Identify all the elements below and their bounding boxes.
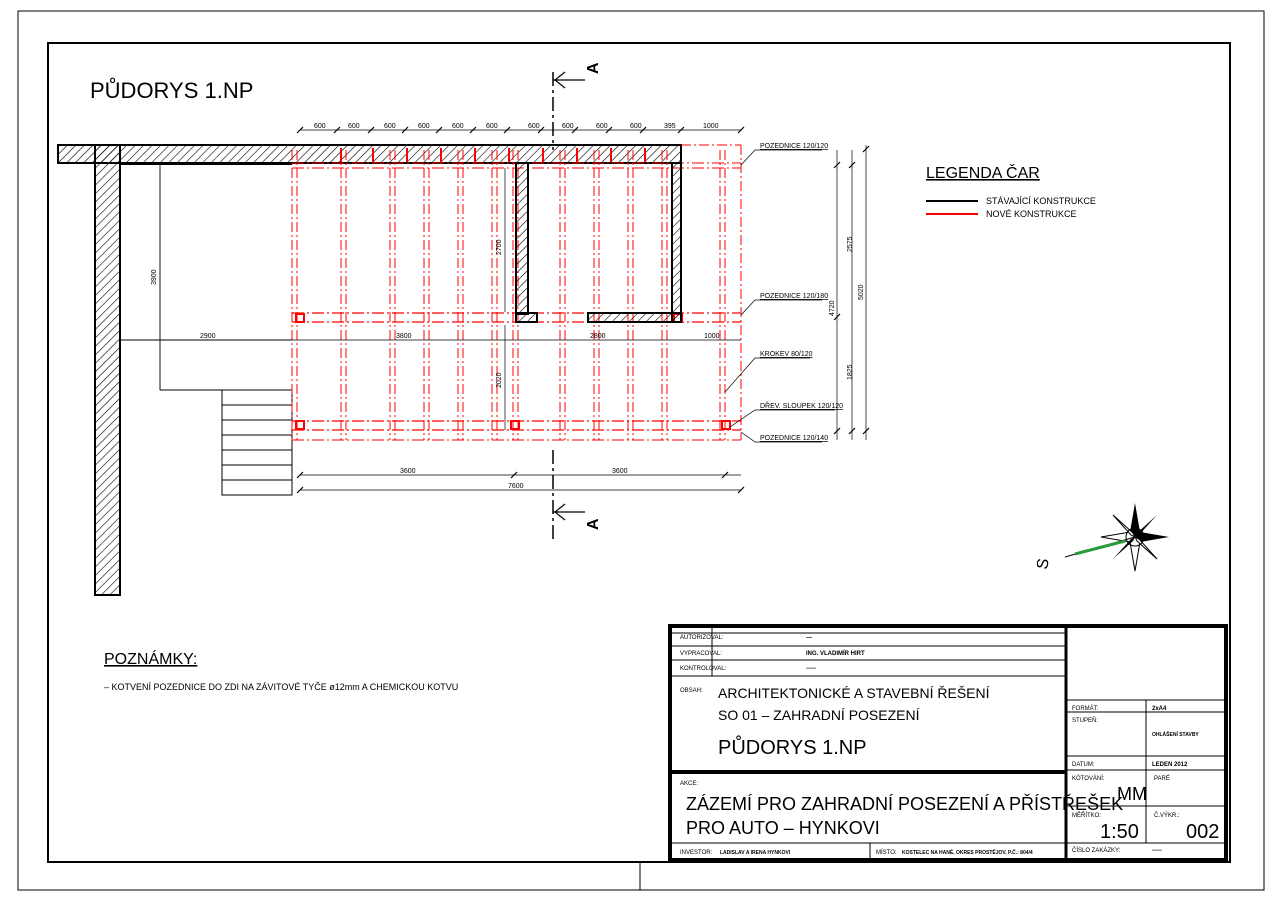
dim-3600-right: 3600 [612, 468, 628, 475]
existing-wall-left [95, 145, 120, 595]
stupen-value: OHLÁŠENÍ STAVBY [1152, 732, 1199, 738]
format-label: FORMÁT: [1072, 706, 1099, 712]
cislo-vykresu-value: 002 [1186, 821, 1220, 843]
dim-3600-left: 3600 [400, 468, 416, 475]
akce-label: AKCE: [680, 781, 699, 787]
inner-frame [48, 43, 1230, 862]
dim-top: 600 [630, 123, 642, 130]
dim-top: 1000 [703, 123, 719, 130]
dim-top: 395 [664, 123, 676, 130]
akce-line2: PRO AUTO – HYNKOVI [686, 818, 880, 838]
dim-2800: 2800 [590, 333, 606, 340]
dim-top: 600 [596, 123, 608, 130]
dim-3800: 3800 [396, 333, 412, 340]
outer-frame [18, 11, 1264, 890]
kontroloval-label: KONTROLOVAL: [680, 666, 727, 672]
vypracoval-value: ING. VLADIMÍR HIRT [806, 651, 865, 657]
label-pozednice-top: POZEDNICE 120/120 [760, 143, 829, 150]
meritko-value: 1:50 [1100, 821, 1139, 843]
dim-2575: 2575 [847, 236, 854, 252]
format-value: 2xA4 [1152, 706, 1167, 712]
stairs [222, 390, 292, 495]
label-pozednice-bottom: POZEDNICE 120/140 [760, 435, 829, 442]
datum-value: LEDEN 2012 [1152, 762, 1188, 768]
existing-wall-left-top [120, 163, 292, 165]
dim-2900: 2900 [200, 333, 216, 340]
investor-label: INVESTOR: [680, 850, 713, 856]
cislo-zakazky-label: ČÍSLO ZAKÁZKY: [1072, 848, 1121, 854]
dim-2020: 2020 [496, 372, 503, 388]
datum-label: DATUM: [1072, 762, 1095, 768]
section-marker-bottom: A [585, 518, 602, 530]
autorizoval-label: AUTORIZOVAL: [680, 635, 724, 641]
dim-top: 600 [348, 123, 360, 130]
top-dimension-labels [314, 123, 719, 130]
legend-new-label: NOVÉ KONSTRUKCE [986, 209, 1077, 219]
akce-line1: ZÁZEMÍ PRO ZAHRADNÍ POSEZENÍ A PŘÍSTŘEŠEK [686, 794, 1124, 814]
dim-2700: 2700 [496, 239, 503, 255]
dim-4720: 4720 [829, 300, 836, 316]
obsah-label: OBSAH: [680, 688, 703, 694]
north-arrow-icon [1065, 503, 1169, 571]
obsah-line1: ARCHITEKTONICKÉ A STAVEBNÍ ŘEŠENÍ [718, 685, 990, 701]
section-marker-top: A [585, 62, 602, 74]
title-block-text [680, 635, 1219, 856]
legend-existing-label: STÁVAJÍCÍ KONSTRUKCE [986, 196, 1096, 206]
cislo-vykresu-label: Č.VÝKR.: [1154, 813, 1180, 819]
investor-value: LADISLAV A IRENA HYNKOVI [720, 850, 791, 856]
dim-1000: 1000 [704, 333, 720, 340]
label-sloupek: DŘEV. SLOUPEK 120/120 [760, 403, 844, 410]
dim-5020: 5020 [858, 284, 865, 300]
dim-top: 600 [528, 123, 540, 130]
kotovani-label: KÓTOVÁNÍ: [1072, 776, 1105, 782]
notes-title: POZNÁMKY: [104, 651, 198, 668]
dim-top: 600 [314, 123, 326, 130]
north-label: S [1034, 557, 1053, 571]
section-cut [553, 72, 585, 540]
dim-3900: 3900 [151, 269, 158, 285]
dim-top: 600 [452, 123, 464, 130]
misto-value: KOSTELEC NA HANÉ, OKRES PROSTĚJOV, P.Č.: 804/4 [902, 850, 1033, 856]
legend [926, 163, 1096, 219]
misto-label: MÍSTO: [876, 850, 897, 856]
post-4 [722, 421, 730, 429]
dim-top: 600 [486, 123, 498, 130]
kontroloval-value: ----- [806, 666, 816, 672]
dim-1825: 1825 [847, 364, 854, 380]
dim-top: 600 [384, 123, 396, 130]
cislo-zakazky-value: ----- [1152, 848, 1162, 854]
vypracoval-label: VYPRACOVAL: [680, 651, 722, 657]
notes-text: – KOTVENÍ POZEDNICE DO ZDI NA ZÁVITOVÉ TYČE ø12mm A CHEMICKOU KOTVU [104, 682, 459, 692]
legend-title: LEGENDA ČAR [926, 165, 1040, 182]
label-pozednice-mid: POZEDNICE 120/180 [760, 293, 829, 300]
drawing-title: PŮDORYS 1.NP [90, 78, 254, 103]
pare-label: PARÉ [1154, 776, 1170, 782]
meritko-label: MĚŘÍTKO: [1072, 813, 1102, 819]
obsah-line2: SO 01 – ZAHRADNÍ POSEZENÍ [718, 707, 920, 723]
dim-top: 600 [562, 123, 574, 130]
dimension-lines [120, 127, 869, 493]
existing-wall-top [58, 145, 681, 163]
dim-top: 600 [418, 123, 430, 130]
label-krokev: KROKEV 80/120 [760, 351, 813, 358]
obsah-line3: PŮDORYS 1.NP [718, 737, 867, 759]
dim-7600: 7600 [508, 483, 524, 490]
kotovani-value: MM [1117, 784, 1147, 804]
stupen-label: STUPEŇ: [1072, 718, 1099, 724]
autorizoval-value: — [806, 635, 812, 641]
